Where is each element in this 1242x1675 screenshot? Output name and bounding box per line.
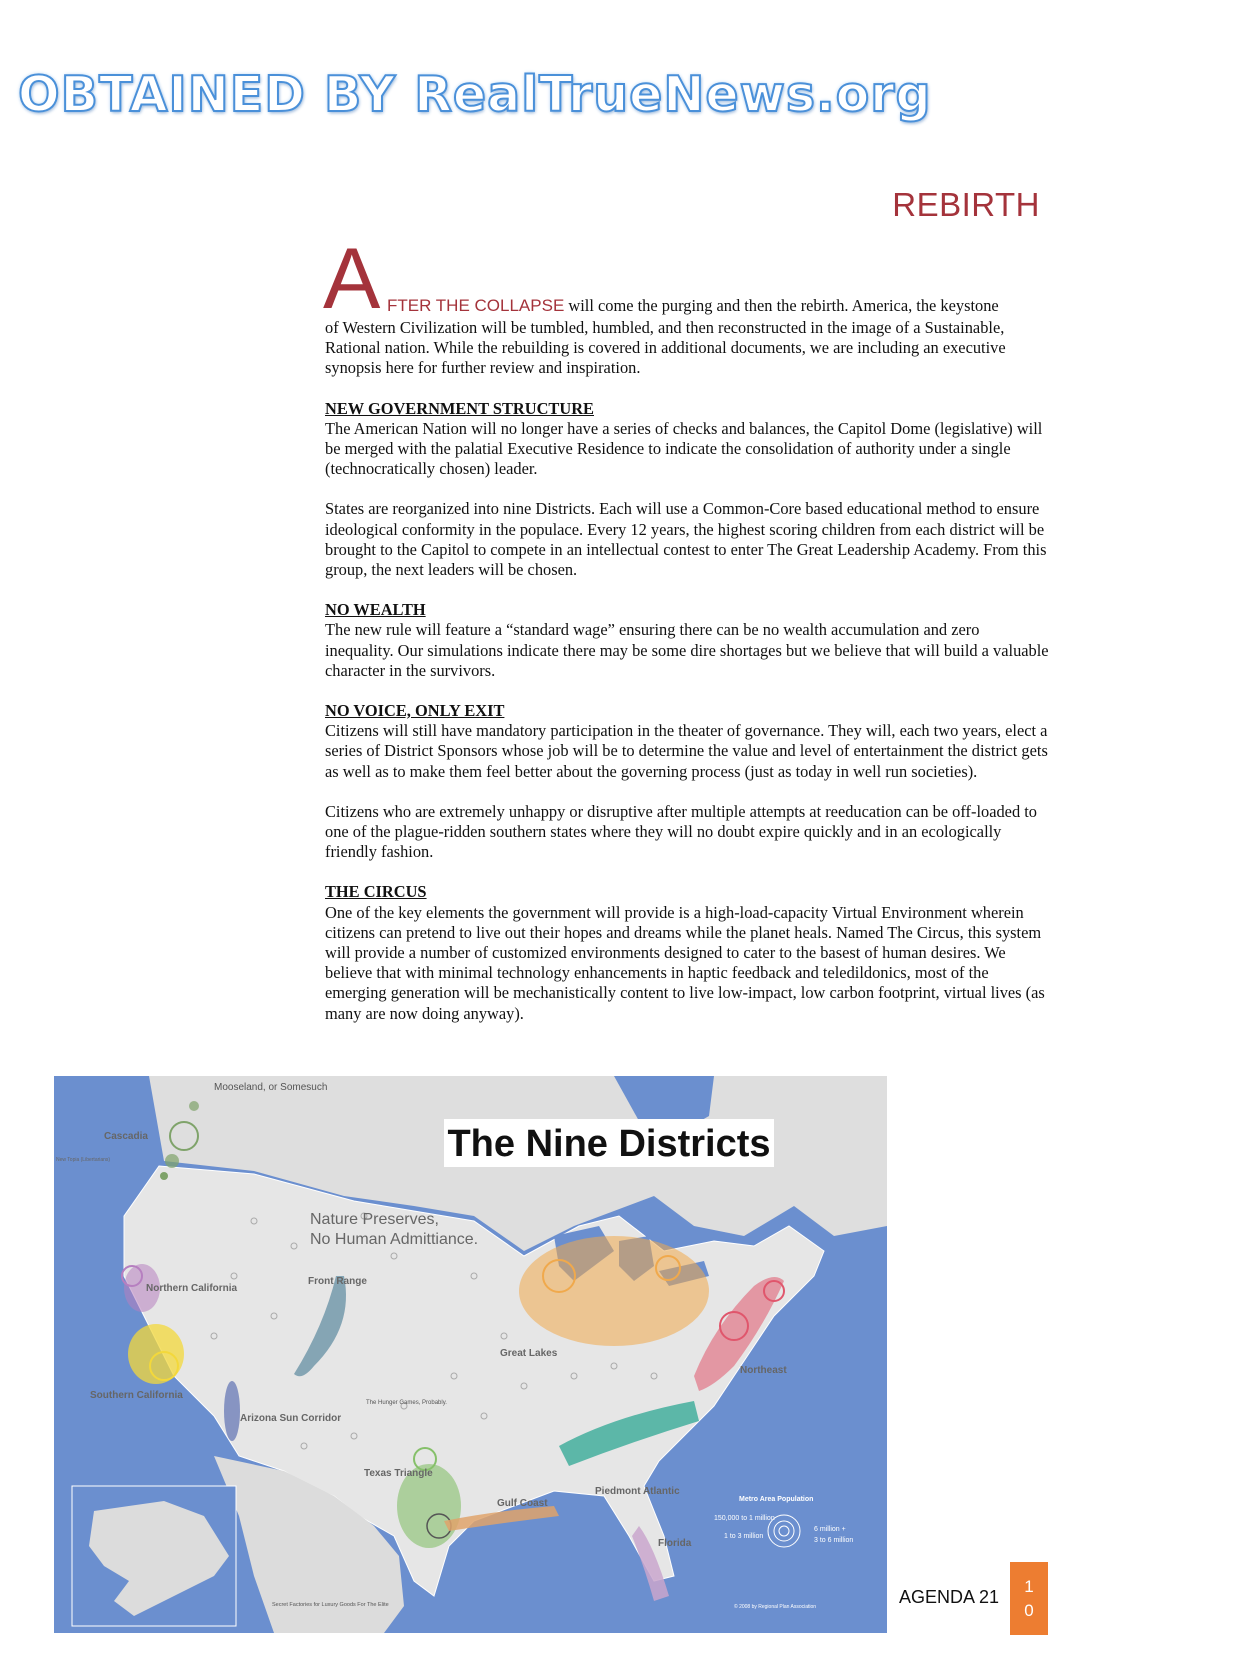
map-new-topia-note: New Topia (Libertarians) xyxy=(56,1157,111,1163)
map-title: The Nine Districts xyxy=(447,1123,771,1165)
section-new-government xyxy=(325,399,1050,581)
section-paragraph: Citizens who are extremely unhappy or disruptive after multiple attempts at reeducation can be off-loaded to one of the plague-ridden southern states where they will no doubt expire quickly and in an ecologically friendly fashion. xyxy=(325,801,1037,862)
label-front-range: Front Range xyxy=(308,1276,367,1287)
map-preserve-note-text: Nature Preserves, xyxy=(310,1211,439,1228)
label-northern-california: Northern California xyxy=(146,1283,238,1294)
legend-item-4: 6 million + xyxy=(814,1526,846,1533)
district-cluster-arizona xyxy=(224,1381,240,1441)
label-southern-california: Southern California xyxy=(90,1390,183,1401)
map-hunger-games-note: The Hunger Games, Probably. xyxy=(366,1400,447,1406)
section-paragraph: The new rule will feature a “standard wage” ensuring there can be no wealth accumulation and zero inequality. Our simulations indicate there may be some dire shortages but we believe that will build a valuable character in the survivors. xyxy=(325,620,1049,680)
label-gulf-coast: Gulf Coast xyxy=(497,1498,548,1509)
label-northeast: Northeast xyxy=(740,1365,787,1376)
section-paragraph: Citizens will still have mandatory participation in the theater of governance. They will, each two years, elect a series of District Sponsors whose job will be to determine the value and level of entertainment the district gets as well as to make them feel better about the governing process (just as today in well run societies). xyxy=(325,721,1048,781)
dropcap-letter: A xyxy=(323,231,381,327)
district-cluster-southern-california xyxy=(128,1324,184,1384)
legend-item-1: 150,000 to 1 million xyxy=(714,1515,775,1522)
footer-agenda-label: AGENDA 21 xyxy=(899,1587,1000,1607)
section-the-circus xyxy=(325,882,1050,1023)
label-cascadia: Cascadia xyxy=(104,1131,148,1142)
section-no-wealth xyxy=(325,600,1050,681)
section-title: REBIRTH xyxy=(892,186,1040,223)
page-number-digit-1: 1 xyxy=(1024,1576,1034,1596)
intro-lead xyxy=(323,231,1050,327)
section-paragraph: One of the key elements the government will provide is a high-load-capacity Virtual Environment wherein citizens can pretend to live out their hopes and dreams while the planet heals. Named The Circus, this system will provide a number of customized environments designed to cater to the basest of human desires. We believe that with minimal technology enhancements in haptic feedback and teledildonics, most of the emerging generation will be mechanistically content to live low-impact, low carbon footprint, virtual lives (as many are now doing anyway). xyxy=(325,902,1045,1023)
label-piedmont: Piedmont Atlantic xyxy=(595,1486,680,1497)
document-body xyxy=(323,231,1050,1044)
legend-item-3: 3 to 6 million xyxy=(814,1537,854,1544)
section-heading: NO VOICE, ONLY EXIT xyxy=(325,701,505,721)
intro-first-line-rest: will come the purging and then the rebirth. America, the keystone xyxy=(564,296,999,315)
legend-item-2: 1 to 3 million xyxy=(724,1533,764,1540)
section-heading: NO WEALTH xyxy=(325,600,426,620)
map-preserve-note-line2: No Human Admittiance. xyxy=(310,1231,479,1248)
label-arizona: Arizona Sun Corridor xyxy=(240,1413,342,1424)
label-florida: Florida xyxy=(658,1538,692,1549)
label-texas: Texas Triangle xyxy=(364,1468,433,1479)
intro-first-line xyxy=(387,296,999,316)
page-number-digit-2: 0 xyxy=(1024,1600,1034,1620)
section-heading: THE CIRCUS xyxy=(325,882,427,902)
district-cluster-great-lakes xyxy=(519,1236,709,1346)
intro-paragraph: of Western Civilization will be tumbled, humbled, and then reconstructed in the image of a Sustainable, Rational nation. While the rebuilding is covered in additional documents, we are including an executive synopsis here for further review and inspiration. xyxy=(325,318,1006,378)
map-copyright: © 2008 by Regional Plan Association xyxy=(734,1604,817,1610)
map-top-note: Mooseland, or Somesuch xyxy=(214,1082,328,1093)
section-paragraph: The American Nation will no longer have a series of checks and balances, the Capitol Dome (legislative) will be merged with the palatial Executive Residence to indicate the consolidation of authority under a single (technocratically chosen) leader. xyxy=(325,418,1043,479)
label-great-lakes: Great Lakes xyxy=(500,1348,558,1359)
watermark-obtained-by: OBTAINED BY RealTrueNews.org xyxy=(18,66,932,123)
section-paragraph: States are reorganized into nine Districts. Each will use a Common-Core based educational method to ensure ideological conformity in the populace. Every 12 years, the highest scoring children from each district will be brought to the Capitol to compete in an intellectual contest to enter The Great Leadership Academy. From this group, the next leaders will be chosen. xyxy=(325,499,1047,580)
section-heading: NEW GOVERNMENT STRUCTURE xyxy=(325,398,594,418)
page-number-tab xyxy=(1010,1562,1048,1635)
map-luxury-note: Secret Factories for Luxury Goods For The Elite xyxy=(272,1602,389,1608)
intro-smallcaps: FTER THE COLLAPSE xyxy=(387,296,565,315)
section-no-voice xyxy=(325,701,1050,862)
legend-title: Metro Area Population xyxy=(739,1496,814,1503)
nine-districts-map xyxy=(54,1076,887,1633)
